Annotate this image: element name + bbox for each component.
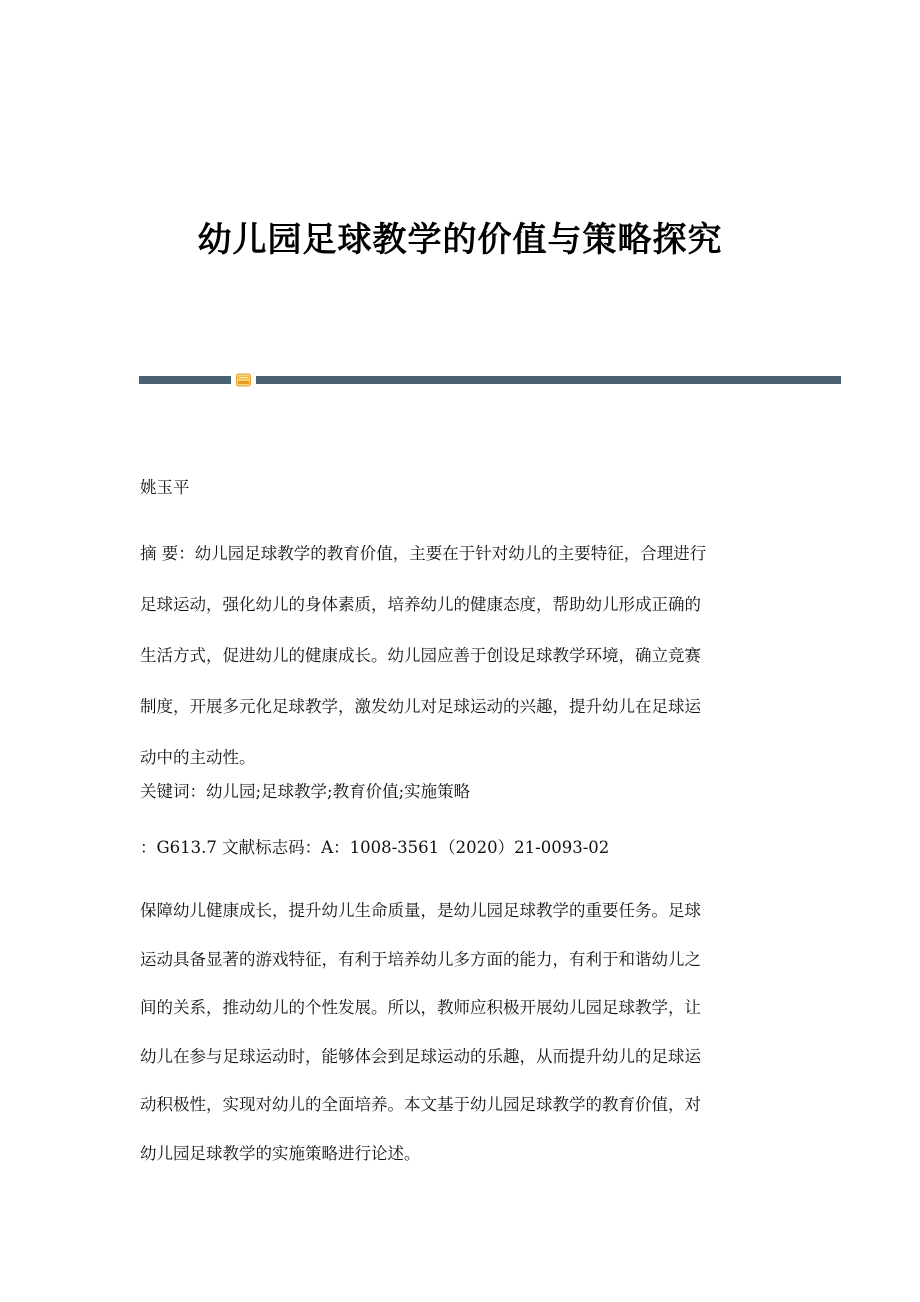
body-paragraph xyxy=(140,887,780,1178)
body-line: 运动具备显著的游戏特征，有利于培养幼儿多方面的能力，有利于和谐幼儿之 xyxy=(140,949,701,969)
abstract-paragraph xyxy=(140,528,780,783)
abstract-line: 足球运动，强化幼儿的身体素质，培养幼儿的健康态度，帮助幼儿形成正确的 xyxy=(140,595,701,614)
body-line: 动积极性，实现对幼儿的全面培养。本文基于幼儿园足球教学的教育价值，对 xyxy=(140,1095,701,1114)
abstract-line: 制度，开展多元化足球教学，激发幼儿对足球运动的兴趣，提升幼儿在足球运 xyxy=(140,697,701,716)
abstract-line: 动中的主动性。 xyxy=(140,748,256,767)
divider-bar-left xyxy=(139,376,231,384)
ornament-icon xyxy=(236,373,251,387)
keywords-line: 关键词：幼儿园;足球教学;教育价值;实施策略 xyxy=(140,782,471,801)
page-title: 幼儿园足球教学的价值与策略探究 xyxy=(197,220,723,260)
classification-line: ：G613.7 文献标志码：A：1008-3561（2020）21-0093-02 xyxy=(140,838,610,857)
body-line: 间的关系，推动幼儿的个性发展。所以，教师应积极开展幼儿园足球教学，让 xyxy=(140,998,701,1017)
abstract-line: 生活方式，促进幼儿的健康成长。幼儿园应善于创设足球教学环境，确立竞赛 xyxy=(140,646,701,665)
body-line: 幼儿在参与足球运动时，能够体会到足球运动的乐趣，从而提升幼儿的足球运 xyxy=(140,1046,701,1066)
title-divider xyxy=(139,373,841,389)
body-line: 幼儿园足球教学的实施策略进行论述。 xyxy=(140,1143,421,1163)
body-line: 保障幼儿健康成长，提升幼儿生命质量，是幼儿园足球教学的重要任务。足球 xyxy=(140,901,701,920)
abstract-line: 摘 要：幼儿园足球教学的教育价值，主要在于针对幼儿的主要特征，合理进行 xyxy=(140,544,707,563)
author-name: 姚玉平 xyxy=(140,478,190,497)
divider-bar-right xyxy=(256,376,841,384)
